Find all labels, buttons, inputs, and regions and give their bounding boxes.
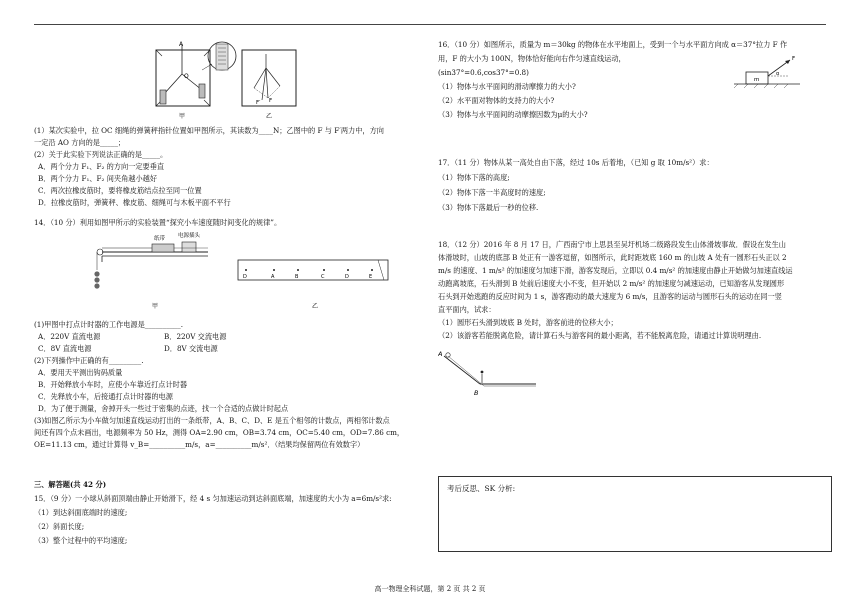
q14-option: B．开始释放小车时，应使小车靠近打点计时器 bbox=[38, 380, 188, 389]
q18-figure bbox=[438, 348, 538, 398]
q13-option: A．两个分力 F₁、F₂ 的方向一定要垂直 bbox=[38, 162, 165, 171]
q13-line: (1）某次实验中，拉 OC 细绳的弹簧秤指针位置如甲图所示，其读数为____N；乙图中的 F 与 F′两力中，方向 bbox=[34, 126, 384, 135]
q15-line: 15．（9 分）一小球从斜面顶端由静止开始滑下，经 4 s 匀加速运动到达斜面底端，加速度的大小为 a=6m/s²求: bbox=[34, 494, 392, 503]
tape-point: E bbox=[369, 274, 373, 280]
q18-line: 18．（12 分）2016 年 8 月 17 日，广西南宁市上思县至吴圩机场二级路段发生山体滑坡事故．假设在发生山 bbox=[438, 240, 786, 249]
q16-line: 用，F 的大小为 100N，物体恰好能向右作匀速直线运动， bbox=[438, 54, 626, 63]
header-rule bbox=[34, 24, 826, 25]
q15-line: （2）斜面长度; bbox=[34, 522, 85, 531]
q14-option: D．为了便于测量，舍掉开头一些过于密集的点迹，找一个合适的点做计时起点 bbox=[38, 404, 289, 413]
q13-figure bbox=[142, 34, 302, 120]
q17-line: （1）物体下落的高度; bbox=[438, 173, 510, 182]
label-F: F bbox=[792, 56, 796, 62]
label-tape: 纸带 bbox=[154, 236, 166, 242]
q14-line: (1)甲图中打点计时器的工作电源是__________. bbox=[34, 320, 184, 329]
timer bbox=[182, 242, 196, 252]
q14-option: D．8V 交流电源 bbox=[164, 344, 218, 353]
q13-line: (2）关于此实验下列说法正确的是_____。 bbox=[34, 150, 168, 159]
q17-text bbox=[438, 158, 714, 213]
q17-line: （2）物体下落一半高度时的速度; bbox=[438, 188, 546, 197]
stone bbox=[446, 353, 450, 357]
q15-line: （1）到达斜面底端时的速度; bbox=[34, 508, 128, 517]
label-power: 电源插头 bbox=[178, 233, 201, 239]
q16-line: （1）物体与水平面间的滑动摩擦力的大小? bbox=[438, 82, 576, 91]
tape-point: D bbox=[243, 274, 247, 280]
q13-option: D．拉橡皮筋时，弹簧秤、橡皮筋、细绳可与木板平面不平行 bbox=[38, 198, 231, 207]
tape-point: D bbox=[345, 274, 349, 280]
q14-figure bbox=[92, 230, 392, 312]
label-A: A bbox=[438, 350, 443, 358]
label-alpha: α bbox=[776, 71, 780, 77]
q14-option: A．要用天平测出钩码质量 bbox=[38, 368, 123, 377]
tape-point: A bbox=[271, 274, 275, 280]
q18-line: 石头到开始逃跑的反应时间为 1 s，游客跑动的最大速度为 6 m/s，且游客的运动与圆形石头的运动在同一竖 bbox=[438, 292, 782, 301]
q18-line: 直平面内，试求： bbox=[438, 305, 496, 314]
cart bbox=[152, 244, 174, 252]
reflection-label: 考后反思、SK 分析: bbox=[447, 484, 516, 493]
paper-tape bbox=[238, 260, 388, 280]
q15-text bbox=[34, 494, 392, 546]
q16-line: (sin37°=0.6,cos37°=0.8) bbox=[438, 68, 529, 77]
label-A: A bbox=[179, 41, 184, 48]
tourist bbox=[481, 371, 484, 374]
q14-text bbox=[34, 320, 404, 450]
q18-line: （2）该游客若能脱离危险，请计算石头与游客间的最小距离，若不能脱离危险，请通过计算说明理由. bbox=[438, 331, 762, 340]
q18-line: 动跑离坡底，石头滑到 B 处前后速度大小不变，但开始以 2 m/s² 的加速度匀减速运动，已知游客从发现圆形 bbox=[438, 279, 785, 288]
q14-intro: 14．（10 分）利用如图甲所示的实验装置“探究小车速度随时间变化的规律”。 bbox=[34, 218, 282, 227]
label-m: m bbox=[754, 77, 760, 83]
tape-point: B bbox=[295, 274, 299, 280]
q13-line: 一定沿 AO 方向的是_____； bbox=[34, 138, 126, 147]
label-jia: 甲 bbox=[152, 303, 159, 310]
q14-line: (2)下列操作中正确的有_________. bbox=[34, 356, 144, 365]
q18-text bbox=[438, 240, 793, 341]
q14-line: (3)如图乙所示为小车做匀加速直线运动打出的一条纸带，A、B、C、D、E 是五个相邻的计数点，两相邻计数点 bbox=[34, 416, 390, 425]
section-title: 三、解答题(共 42 分) bbox=[34, 480, 107, 489]
label-jia: 甲 bbox=[179, 113, 186, 120]
q13-text bbox=[34, 126, 384, 208]
q16-line: （2）水平面对物体的支持力的大小? bbox=[438, 96, 555, 105]
q14-option: B．220V 交流电源 bbox=[164, 332, 227, 341]
page-footer: 高一物理全科试题，第 2 页 共 2 页 bbox=[374, 585, 486, 593]
q18-line: （1）圆形石头滑到坡底 B 处时，游客前进的位移大小； bbox=[438, 318, 618, 327]
label-yi: 乙 bbox=[312, 303, 319, 310]
tape-point: C bbox=[321, 274, 325, 280]
label-Fp: F′ bbox=[256, 100, 261, 106]
q14-option: C．先释放小车，后接通打点计时器的电源 bbox=[38, 392, 173, 401]
q13-option: B．两个分力 F₁、F₂ 间夹角越小越好 bbox=[38, 174, 158, 183]
q17-line: （3）物体下落最后一秒的位移. bbox=[438, 203, 539, 212]
label-F: F bbox=[269, 98, 273, 104]
q15-line: （3）整个过程中的平均速度; bbox=[34, 536, 128, 545]
label-yi: 乙 bbox=[266, 113, 273, 120]
q16-line: （3）物体与水平面间的动摩擦因数为μ的大小? bbox=[438, 110, 588, 119]
label-B: B bbox=[474, 389, 479, 397]
q14-line: OE=11.13 cm，通过计算得 v_B=__________m/s，a=__________m/s²．（结果均保留两位有效数字） bbox=[34, 440, 365, 449]
reflection-box[interactable] bbox=[438, 476, 832, 552]
q16-figure bbox=[732, 52, 802, 88]
q16-line: 16．（10 分）如图所示，质量为 m＝30kg 的物体在水平地面上，受到一个与水平面方向成 α＝37°拉力 F 作 bbox=[438, 40, 788, 49]
label-O: O bbox=[184, 73, 189, 80]
q18-line: m/s 的速度、1 m/s² 的加速度匀加速下滑，游客发现后，立即以 0.4 m/s² 的加速度由静止开始做匀加速直线运 bbox=[438, 266, 793, 275]
q14-line: 间还有四个点未画出，电源频率为 50 Hz，测得 OA=2.90 cm，OB=3.74 cm，OC=5.40 cm，OD=7.86 cm， bbox=[34, 428, 405, 437]
q14-option: A．220V 直流电源 bbox=[38, 332, 101, 341]
q17-line: 17．（11 分）物体从某一高处自由下落，经过 10s 后着地，（已知 g 取 10m/s²）求： bbox=[438, 158, 714, 167]
q13-option: C．两次拉橡皮筋时，要将橡皮筋结点拉至同一位置 bbox=[38, 186, 202, 195]
q18-line: 体滑坡时，山坡的底部 B 处正有一游客逗留，如图所示，此时距坡底 160 m 的山坡 A 处有一圆形石头正以 2 bbox=[438, 253, 787, 262]
q14-option: C．8V 直流电源 bbox=[38, 344, 92, 353]
